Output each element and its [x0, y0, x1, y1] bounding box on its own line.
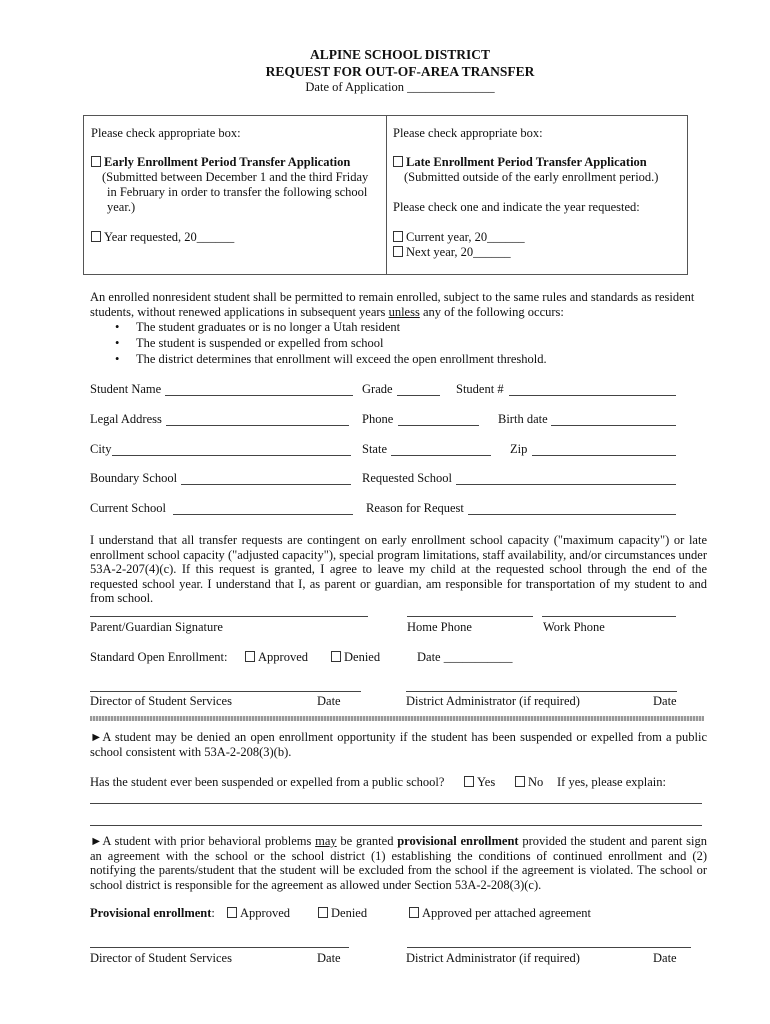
home-phone-line[interactable]	[407, 616, 533, 617]
right-check-prompt: Please check appropriate box:	[393, 126, 543, 140]
suspension-question: Has the student ever been suspended or expelled from a public school?	[90, 775, 445, 789]
director-signature-line[interactable]	[90, 691, 361, 692]
birth-date-field[interactable]	[551, 425, 676, 426]
year-requested-option[interactable]	[91, 230, 234, 245]
checkbox-icon[interactable]	[464, 776, 474, 787]
checkbox-icon[interactable]	[227, 907, 237, 918]
checkbox-icon[interactable]	[393, 231, 403, 242]
current-school-label: Current School	[90, 501, 167, 515]
late-desc: (Submitted outside of the early enrollment period.)	[404, 170, 659, 184]
early-enrollment-title: Early Enrollment Period Transfer Application	[104, 155, 351, 169]
zip-label: Zip	[510, 442, 528, 456]
early-desc-3: year.)	[107, 200, 136, 214]
late-enrollment-title: Late Enrollment Period Transfer Application	[406, 155, 647, 169]
year-prompt: Please check one and indicate the year requested:	[393, 200, 640, 214]
checkbox-icon[interactable]	[91, 156, 101, 167]
enrollment-period-box	[83, 115, 688, 275]
checkbox-icon[interactable]	[393, 156, 403, 167]
provisional-admin-line[interactable]	[407, 947, 691, 948]
early-desc-1: (Submitted between December 1 and the third Friday	[102, 170, 369, 184]
suspension-no-option[interactable]: No	[515, 775, 543, 790]
city-label: City	[90, 442, 112, 456]
left-check-prompt: Please check appropriate box:	[91, 126, 241, 140]
current-year-option[interactable]	[393, 230, 525, 245]
provisional-admin-date: Date	[653, 951, 677, 965]
legal-address-label: Legal Address	[90, 412, 162, 426]
provisional-admin-label: District Administrator (if required)	[406, 951, 580, 965]
explain-label: If yes, please explain:	[557, 775, 666, 789]
provisional-paragraph: ►A student with prior behavioral problems may be granted provisional enrollment provided the student and parent sign an agreement with the school or the school district (1) establishing the conditions of continued enrollment and (2) notifying the parents/student that the student will be excluded from the school if the agreement is violated. The school or school district is responsible for the agreement as allowed under Section 53A-2-208(3)(c).	[90, 834, 707, 892]
policy-intro-1: An enrolled nonresident student shall be permitted to remain enrolled, subject to the same rules and standards as resident	[90, 290, 695, 304]
phone-field[interactable]	[398, 425, 479, 426]
box-divider	[386, 116, 387, 274]
boundary-school-field[interactable]	[181, 484, 351, 485]
parent-signature-line[interactable]	[90, 616, 368, 617]
form-subtitle: REQUEST FOR OUT-OF-AREA TRANSFER	[265, 64, 535, 79]
checkbox-icon[interactable]	[318, 907, 328, 918]
home-phone-label: Home Phone	[407, 620, 472, 634]
grade-field[interactable]	[397, 395, 440, 396]
admin-signature-line[interactable]	[406, 691, 677, 692]
agreement-paragraph: I understand that all transfer requests are contingent on early enrollment school capacity ("maximum capacity") or late enrollment school capacity ("adjusted capacity"), special program limitations, staff availability, and/or circumstances under 53A-2-207(4)(c). If this request is granted, I agree to leave my child at the requested school through the end of the requested school year. I understand that I, as parent or guardian, am responsible for transportation of my student to and from school.	[90, 533, 707, 605]
checkbox-icon[interactable]	[331, 651, 341, 662]
policy-bullet: • The student graduates or is no longer a Utah resident	[115, 320, 400, 335]
suspension-paragraph: ►A student may be denied an open enrollment opportunity if the student has been suspended or expelled from a public school consistent with 53A-2-208(3)(b).	[90, 730, 707, 759]
student-number-label: Student #	[456, 382, 504, 396]
admin-date-label: Date	[653, 694, 677, 708]
early-enrollment-option[interactable]	[91, 155, 350, 170]
director-label: Director of Student Services	[90, 694, 232, 708]
soe-approved-option[interactable]: Approved	[245, 650, 308, 665]
birth-date-label: Birth date	[498, 412, 548, 426]
next-year-label: Next year, 20______	[406, 245, 511, 259]
next-year-option[interactable]	[393, 245, 511, 260]
provisional-director-line[interactable]	[90, 947, 349, 948]
date-of-application[interactable]: Date of Application ______________	[305, 80, 495, 94]
provisional-label: Provisional enrollment:	[90, 906, 215, 920]
provisional-denied-option[interactable]: Denied	[318, 906, 367, 921]
checkbox-icon[interactable]	[245, 651, 255, 662]
legal-address-field[interactable]	[166, 425, 349, 426]
student-name-field[interactable]	[165, 395, 353, 396]
provisional-director-date: Date	[317, 951, 341, 965]
checkbox-icon[interactable]	[91, 231, 101, 242]
policy-bullet: • The district determines that enrollment will exceed the open enrollment threshold.	[115, 352, 547, 367]
explain-line-2[interactable]	[90, 825, 702, 826]
early-desc-2: in February in order to transfer the following school	[107, 185, 368, 199]
admin-label: District Administrator (if required)	[406, 694, 580, 708]
checkbox-icon[interactable]	[515, 776, 525, 787]
state-label: State	[362, 442, 387, 456]
late-enrollment-option[interactable]	[393, 155, 647, 170]
city-field[interactable]	[112, 455, 351, 456]
boundary-school-label: Boundary School	[90, 471, 178, 485]
grade-label: Grade	[362, 382, 393, 396]
provisional-approved-attached-option[interactable]: Approved per attached agreement	[409, 906, 591, 921]
standard-open-enrollment-label: Standard Open Enrollment:	[90, 650, 228, 664]
soe-denied-option[interactable]: Denied	[331, 650, 380, 665]
policy-intro-2: students, without renewed applications in subsequent years unless any of the following occurs:	[90, 305, 564, 319]
student-name-label: Student Name	[90, 382, 162, 396]
current-year-label: Current year, 20______	[406, 230, 525, 244]
reason-field[interactable]	[468, 514, 676, 515]
reason-label: Reason for Request	[366, 501, 464, 515]
explain-line-1[interactable]	[90, 803, 702, 804]
work-phone-label: Work Phone	[543, 620, 605, 634]
right-pointer-icon: ►	[90, 730, 103, 744]
state-field[interactable]	[391, 455, 491, 456]
requested-school-field[interactable]	[456, 484, 676, 485]
provisional-approved-option[interactable]: Approved	[227, 906, 290, 921]
provisional-director-label: Director of Student Services	[90, 951, 232, 965]
requested-school-label: Requested School	[362, 471, 452, 485]
zip-field[interactable]	[532, 455, 676, 456]
checkbox-icon[interactable]	[393, 246, 403, 257]
policy-bullet: • The student is suspended or expelled from school	[115, 336, 384, 351]
section-divider	[90, 716, 704, 721]
parent-signature-label: Parent/Guardian Signature	[90, 620, 223, 634]
current-school-field[interactable]	[173, 514, 353, 515]
soe-date-field[interactable]: Date ___________	[417, 650, 513, 664]
phone-label: Phone	[362, 412, 394, 426]
director-date-label: Date	[317, 694, 341, 708]
student-number-field[interactable]	[509, 395, 676, 396]
suspension-yes-option[interactable]: Yes	[464, 775, 495, 790]
form-title: ALPINE SCHOOL DISTRICT	[309, 47, 491, 62]
right-pointer-icon: ►	[90, 834, 103, 848]
year-requested-label: Year requested, 20______	[104, 230, 235, 244]
work-phone-line[interactable]	[542, 616, 676, 617]
checkbox-icon[interactable]	[409, 907, 419, 918]
